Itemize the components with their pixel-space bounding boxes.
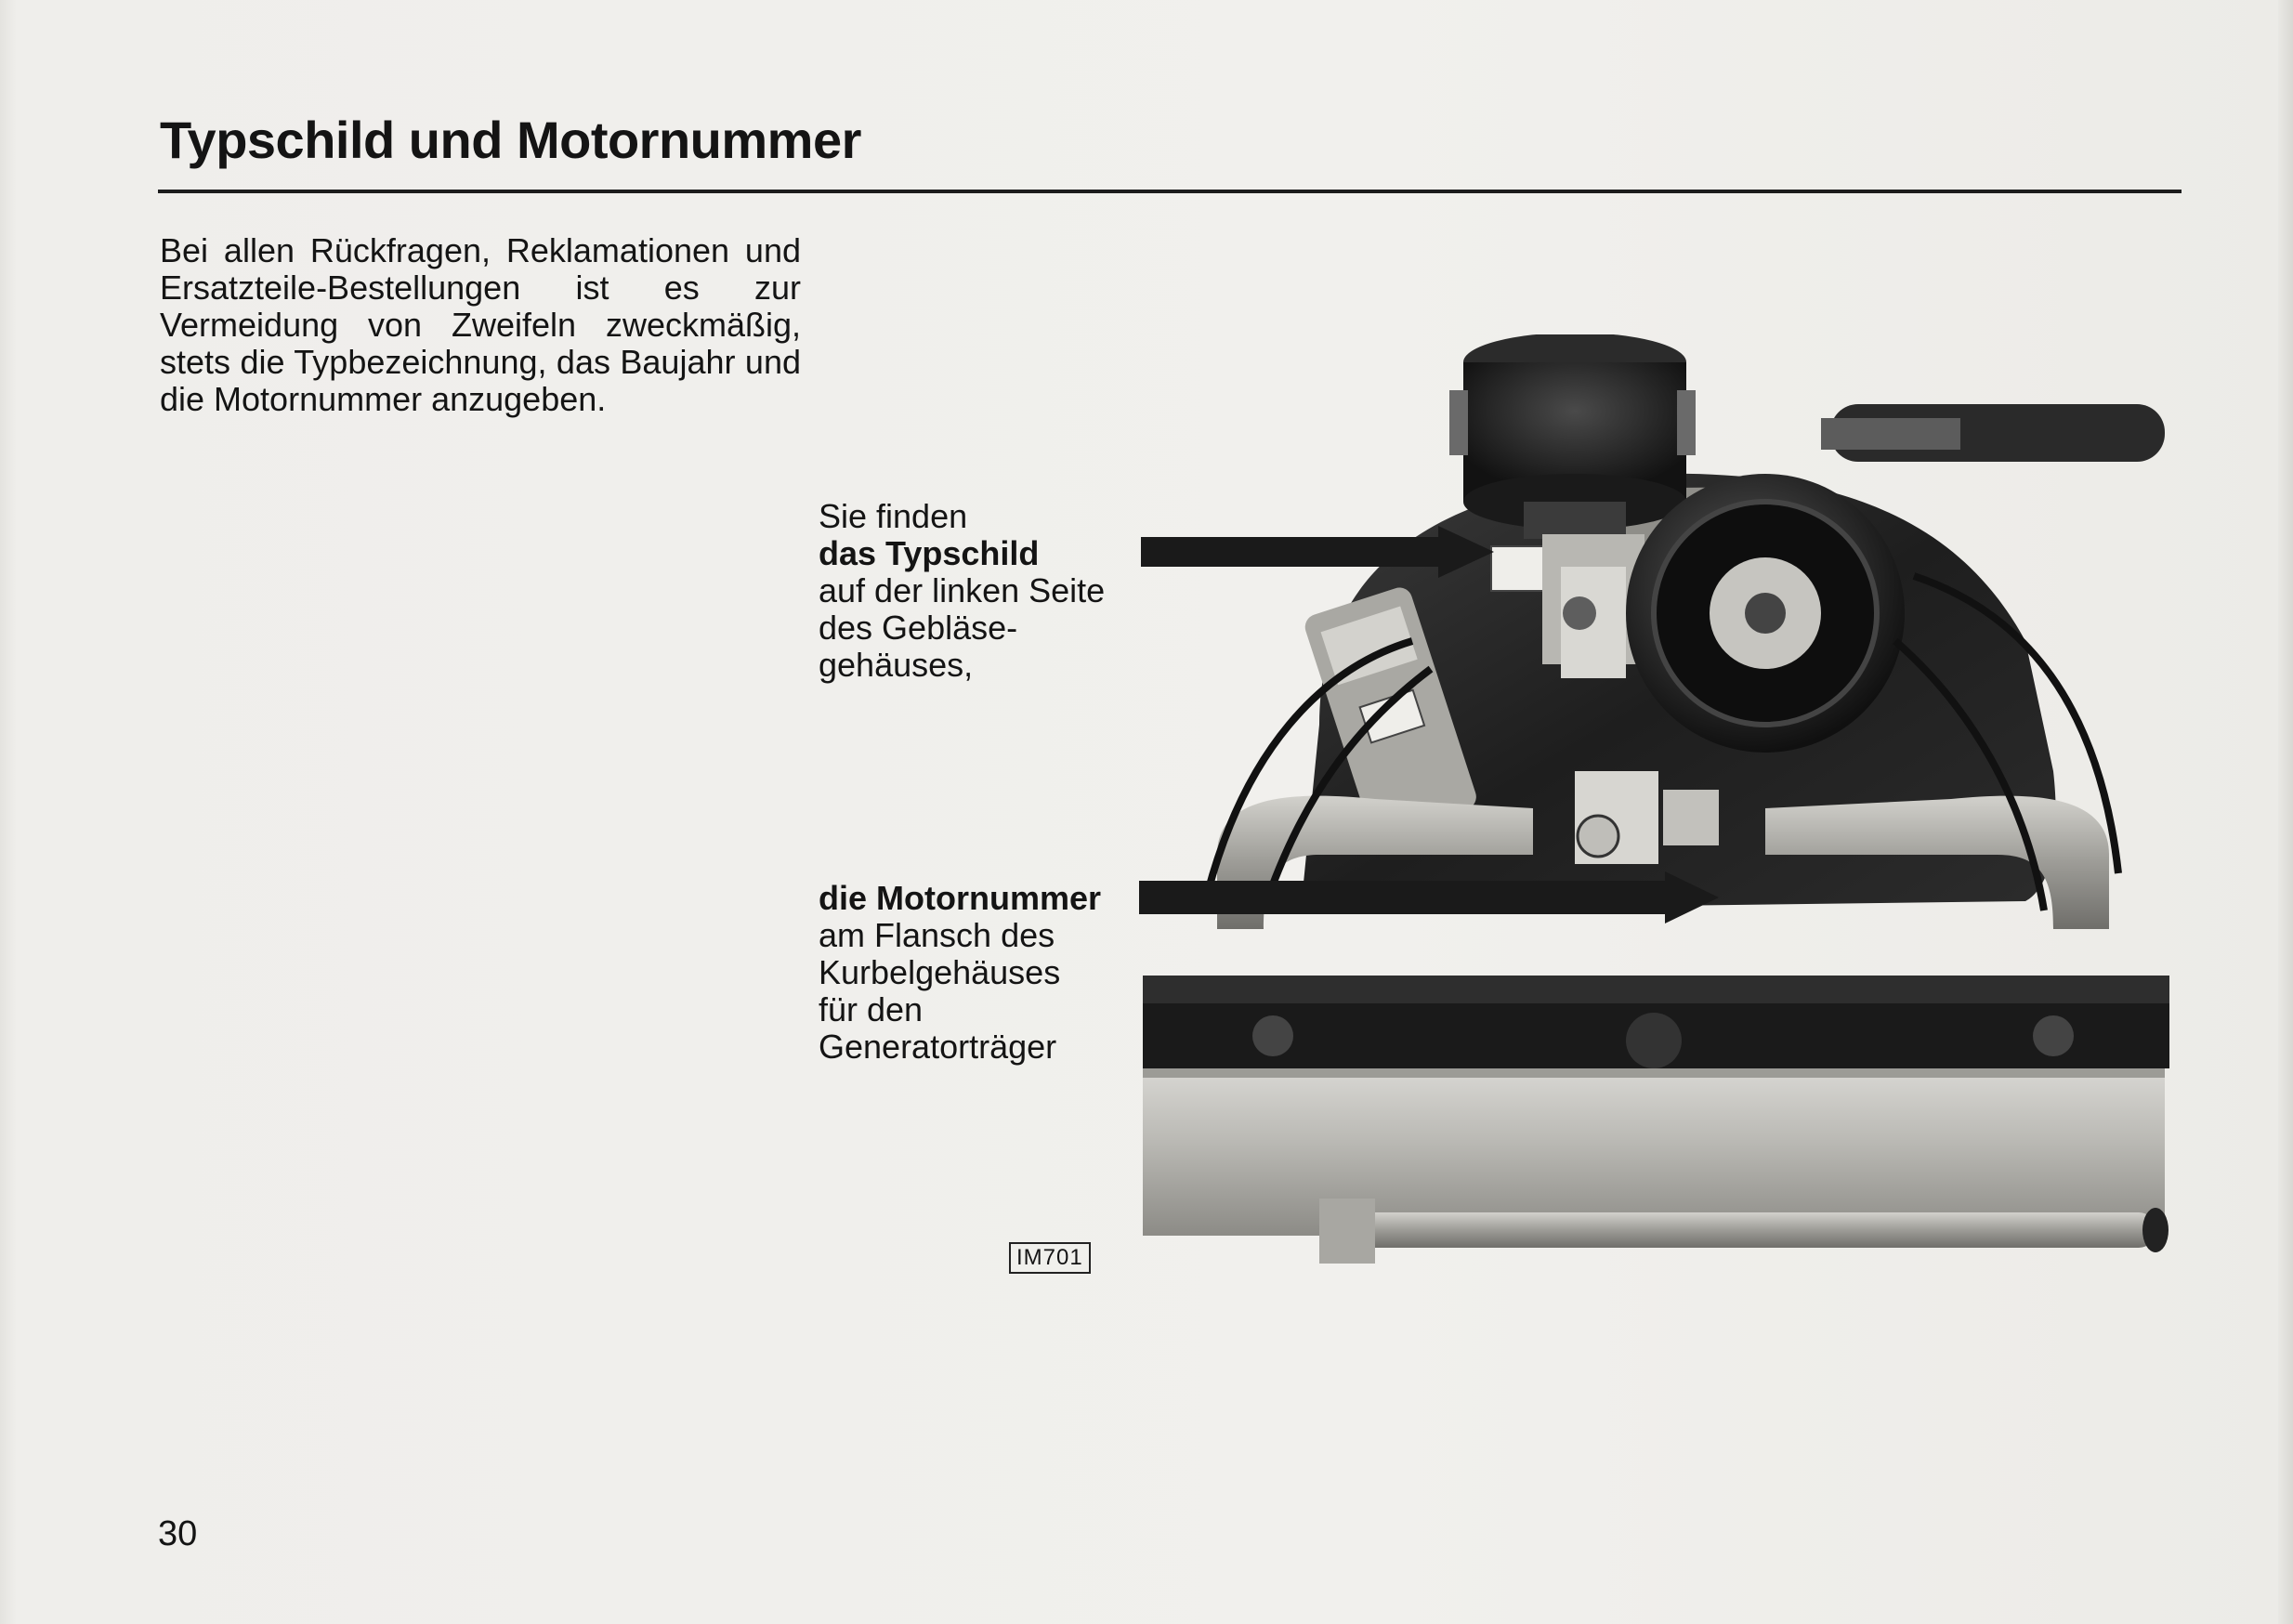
callout-motornummer-line: Generatorträger <box>819 1028 1057 1066</box>
callout-typschild-line: des Gebläse- <box>819 609 1018 647</box>
page-title: Typschild und Motornummer <box>160 111 861 169</box>
callout-motornummer <box>819 880 1101 1066</box>
callout-typschild <box>819 498 1105 684</box>
engine-photo-icon <box>1133 334 2183 1291</box>
callout-motornummer-line: am Flansch des <box>819 916 1055 954</box>
callout-typschild-bold: das Typschild <box>819 534 1040 572</box>
callout-motornummer-line: für den <box>819 990 924 1028</box>
callout-motornummer-bold: die Motornummer <box>819 879 1102 917</box>
arrow-motornummer-icon <box>1139 871 1719 923</box>
page-number: 30 <box>158 1514 198 1553</box>
figure-code: IM701 <box>1009 1242 1091 1274</box>
callout-typschild-line: auf der linken Seite <box>819 571 1106 609</box>
page-fold-shadow <box>2278 0 2293 1624</box>
callout-motornummer-line: Kurbelgehäuses <box>819 953 1061 991</box>
arrow-typschild-icon <box>1141 526 1494 578</box>
title-rule <box>158 190 2182 193</box>
intro-paragraph: Bei allen Rückfragen, Reklamationen und Ersatzteile-Bestellungen ist es zur Vermeidung von Zweifeln zweckmäßig, stets die Typbezeichnung, das Baujahr und die Motornummer anzugeben. <box>160 231 801 418</box>
callout-typschild-line: Sie finden <box>819 497 968 535</box>
callout-typschild-line: gehäuses, <box>819 646 974 684</box>
